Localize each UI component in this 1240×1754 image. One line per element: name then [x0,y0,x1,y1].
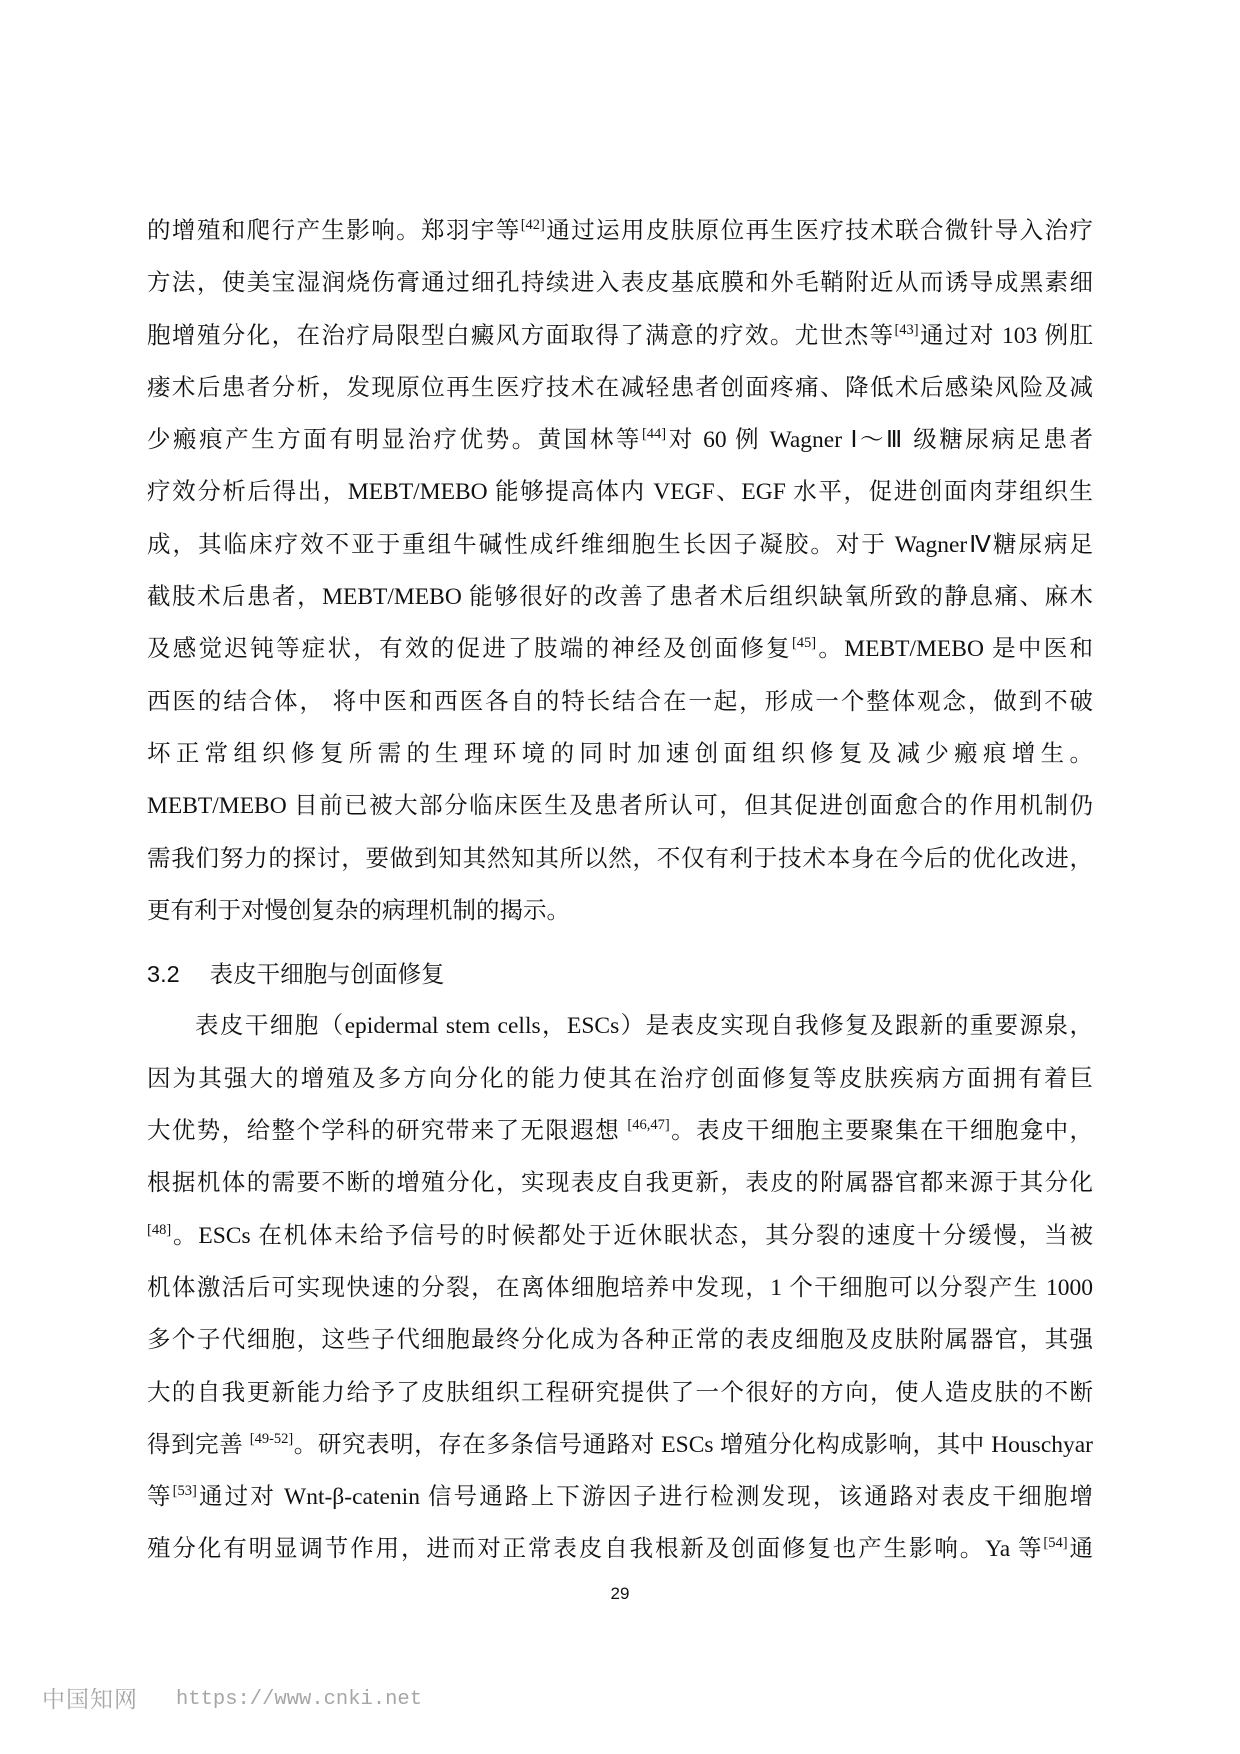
text-line [147,466,1093,518]
text-line [147,1210,1093,1262]
text-run: MEBT/MEBO 目前已被大部分临床医生及患者所认可，但其促进创面愈合的作用机制仍 [147,793,1093,820]
text-run: 胞增殖分化，在治疗局限型白癜风方面取得了满意的疗效。尤世杰等 [147,322,895,349]
text-line [147,1105,1093,1157]
text-run: 多个子代细胞，这些子代细胞最终分化成为各种正常的表皮细胞及皮肤附属器官，其强 [147,1327,1093,1354]
text-run: 更有利于对慢创复杂的病理机制的揭示。 [147,897,570,924]
text-line [147,1523,1093,1575]
text-line [147,1367,1093,1419]
cnki-watermark [42,1685,422,1715]
citation-superscript: [53] [172,1483,197,1500]
text-run: 成，其临床疗效不亚于重组牛碱性成纤维细胞生长因子凝胶。对于 WagnerⅣ糖尿病足 [147,531,1093,558]
text-line [147,1471,1093,1523]
text-run: 机体激活后可实现快速的分裂，在离体细胞培养中发现，1 个干细胞可以分裂产生 1000 [147,1274,1093,1301]
text-run: 的增殖和爬行产生影响。郑羽宇等 [147,218,521,244]
text-run: 得到完善 [147,1431,250,1458]
watermark-url: https://www.cnki.net [176,1688,423,1711]
text-line [147,257,1093,309]
text-run: 西医的结合体， 将中医和西医各自的特长结合在一起，形成一个整体观念，做到不破 [147,688,1093,715]
citation-superscript: [45] [791,635,817,652]
text-run: 大的自我更新能力给予了皮肤组织工程研究提供了一个很好的方向，使人造皮肤的不断 [147,1379,1093,1406]
text-run: 及感觉迟钝等症状，有效的促进了肢端的神经及创面修复 [147,636,792,663]
citation-superscript: [49-52] [249,1430,294,1447]
text-line [147,885,1093,937]
text-run: 疗效分析后得出，MEBT/MEBO 能够提高体内 VEGF、EGF 水平，促进创面肉芽组织生 [147,479,1093,506]
citation-superscript: [43] [894,321,919,338]
text-line [147,676,1093,728]
text-run: 殖分化有明显调节作用，进而对正常表皮自我根新及创面修复也产生影响。Ya 等 [147,1536,1044,1563]
text-line [147,310,1093,362]
text-line [147,519,1093,571]
text-run: 大优势，给整个学科的研究带来了无限遐想 [147,1118,628,1145]
text-line [147,833,1093,885]
text-run: 。表皮干细胞主要聚集在干细胞龛中， [669,1118,1093,1145]
citation-superscript: [46,47] [627,1117,670,1134]
text-line [147,571,1093,623]
section-title: 表皮干细胞与创面修复 [209,961,445,988]
text-run: 。ESCs 在机体未给予信号的时候都处于近休眠状态，其分裂的速度十分缓慢，当被 [171,1222,1093,1249]
text-run: 。研究表明，存在多条信号通路对 ESCs 增殖分化构成影响，其中 Houschyar [293,1431,1094,1458]
text-run: 表皮干细胞（epidermal stem cells，ESCs）是表皮实现自我修复及跟新的重要源泉， [195,1013,1093,1040]
page-number: 29 [610,1584,630,1603]
text-run: 通过对 103 例肛 [918,322,1094,349]
text-run: 通过运用皮肤原位再生医疗技术联合微针导入治疗 [544,218,1094,244]
text-run: 等 [147,1484,173,1511]
section-heading [147,948,1093,1000]
text-line [147,205,1093,257]
text-run: 瘘术后患者分析，发现原位再生医疗技术在减轻患者创面疼痛、降低术后感染风险及减 [147,374,1093,401]
text-run: 少瘢痕产生方面有明显治疗优势。黄国林等 [147,427,642,454]
text-run: 根据机体的需要不断的增殖分化，实现表皮自我更新，表皮的附属器官都来源于其分化 [147,1170,1093,1197]
text-run: 因为其强大的增殖及多方向分化的能力使其在治疗创面修复等皮肤疾病方面拥有着巨 [147,1065,1093,1092]
text-line [147,1157,1093,1209]
text-run: 。MEBT/MEBO 是中医和 [816,636,1093,663]
text-line [147,1053,1093,1105]
paragraph [147,205,1093,937]
citation-superscript: [44] [641,426,667,443]
text-run: 方法，使美宝湿润烧伤膏通过细孔持续进入表皮基底膜和外毛鞘附近从而诱导成黑素细 [147,270,1093,297]
watermark-site-name: 中国知网 [42,1687,138,1712]
text-body [147,205,1093,1576]
text-run: 通 [1067,1536,1093,1563]
paragraph [147,1000,1093,1575]
text-run: 坏正常组织修复所需的生理环境的同时加速创面组织修复及减少瘢痕增生。 [147,740,1093,767]
citation-superscript: [42] [520,217,545,233]
text-line [147,1419,1093,1471]
section-number: 3.2 [147,961,180,988]
text-run: 对 60 例 Wagner Ⅰ～Ⅲ 级糖尿病足患者 [666,427,1093,454]
text-line [147,728,1093,780]
text-line [147,780,1093,832]
text-run: 需我们努力的探讨，要做到知其然知其所以然，不仅有利于技术本身在今后的优化改进， [147,845,1093,872]
text-line [147,414,1093,466]
text-line [147,362,1093,414]
text-run: 截肢术后患者，MEBT/MEBO 能够很好的改善了患者术后组织缺氧所致的静息痛、麻木 [147,584,1093,611]
text-line [147,1314,1093,1366]
text-line [147,623,1093,675]
citation-superscript: [48] [147,1221,172,1238]
text-run: 通过对 Wnt-β-catenin 信号通路上下游因子进行检测发现，该通路对表皮干细胞增 [196,1484,1094,1511]
text-line [147,1262,1093,1314]
text-line [147,1000,1093,1052]
citation-superscript: [54] [1043,1535,1068,1552]
